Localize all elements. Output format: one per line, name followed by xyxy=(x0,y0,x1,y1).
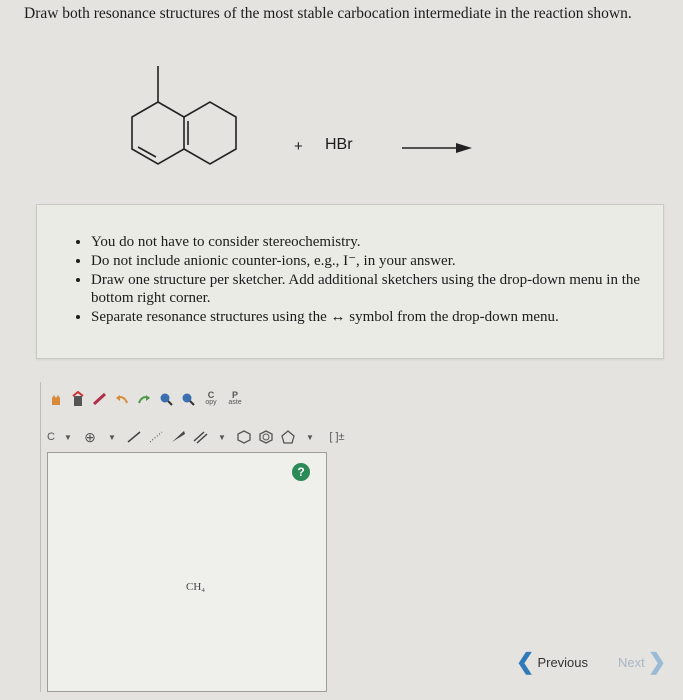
instruction-item: • Draw one structure per sketcher. Add additional sketchers using the drop-down menu in the bottom right corner. xyxy=(91,271,663,307)
previous-button[interactable] xyxy=(516,649,589,674)
zoom-out-icon[interactable] xyxy=(179,390,197,408)
zoom-in-icon[interactable] xyxy=(157,390,175,408)
help-icon[interactable]: ? xyxy=(292,463,310,481)
bracket-button[interactable]: [ ]± xyxy=(329,431,345,443)
question-text: Draw both resonance structures of the most stable carbocation intermediate in the reaction shown. xyxy=(24,5,632,22)
reagent-label: HBr xyxy=(325,136,353,153)
sketcher-toolbar-bottom xyxy=(47,426,351,448)
next-button[interactable] xyxy=(618,649,667,674)
paste-button[interactable]: P aste xyxy=(228,390,242,406)
plus-sign: + xyxy=(294,138,303,155)
wedge-bond-icon[interactable] xyxy=(169,428,187,446)
chevron-down-icon[interactable]: ▼ xyxy=(217,432,226,442)
hash-bond-icon[interactable] xyxy=(147,428,165,446)
erase-icon[interactable] xyxy=(69,390,87,408)
carbon-atom-button[interactable]: C xyxy=(47,431,55,443)
previous-label: Previous xyxy=(537,654,589,670)
sketcher-toolbar-top xyxy=(47,388,245,410)
pentagon-ring-icon[interactable] xyxy=(279,428,297,446)
reaction-scheme xyxy=(120,58,540,188)
instructions-list xyxy=(37,233,663,326)
chevron-down-icon[interactable]: ▼ xyxy=(63,432,72,442)
instruction-item: • Separate resonance structures using the ↔ symbol from the drop-down menu. xyxy=(91,308,663,326)
single-bond-icon[interactable] xyxy=(125,428,143,446)
copy-button[interactable]: C opy xyxy=(205,390,217,406)
chevron-left-icon: ❮ xyxy=(516,649,535,674)
hand-icon[interactable] xyxy=(47,390,65,408)
pencil-icon[interactable] xyxy=(91,390,109,408)
instruction-item: • You do not have to consider stereochemistry. xyxy=(91,233,663,251)
chevron-down-icon[interactable]: ▼ xyxy=(305,432,314,442)
charge-button[interactable]: ⊕ xyxy=(84,428,96,445)
structure-sketcher xyxy=(40,382,345,692)
ring-template-icon[interactable] xyxy=(235,428,253,446)
next-label: Next xyxy=(618,654,645,670)
canvas-molecule-label: CH₄ xyxy=(186,581,206,593)
undo-icon[interactable] xyxy=(113,390,131,408)
instruction-item: • Do not include anionic counter-ions, e.g., I⁻, in your answer. xyxy=(91,252,663,270)
benzene-ring-icon[interactable] xyxy=(257,428,275,446)
drawing-canvas[interactable] xyxy=(47,452,327,692)
double-bond-icon[interactable] xyxy=(191,428,209,446)
chevron-down-icon[interactable]: ▼ xyxy=(107,432,116,442)
molecule-structure xyxy=(120,58,540,188)
chevron-right-icon: ❯ xyxy=(647,649,667,674)
instructions-box xyxy=(36,204,664,359)
redo-icon[interactable] xyxy=(135,390,153,408)
